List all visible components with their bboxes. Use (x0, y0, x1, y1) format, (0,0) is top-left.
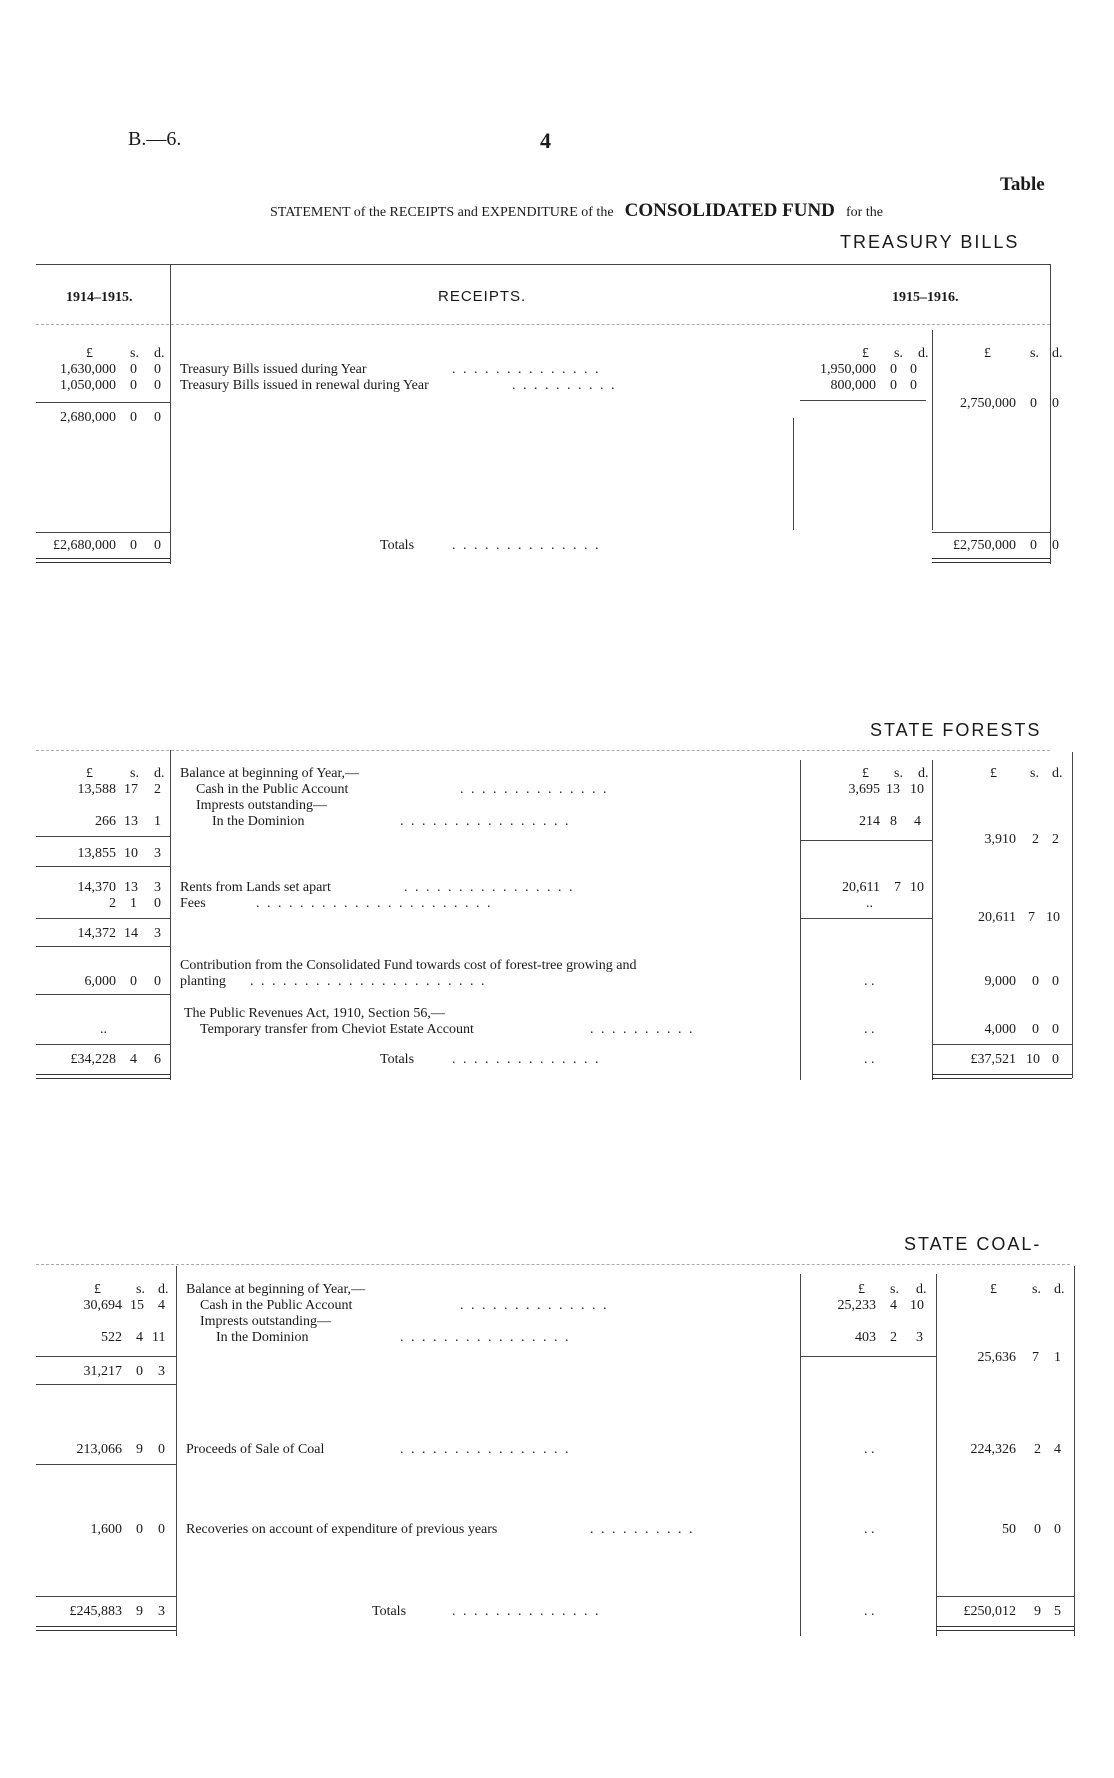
forests-totals-label: Totals (380, 1052, 415, 1067)
coal-right-balance-d: 1 (1054, 1350, 1061, 1365)
forests-left-balance-sub-d: 3 (154, 846, 161, 861)
treasury-left-subtotal-s: 0 (130, 410, 137, 425)
treasury-row2-inner-s: 0 (890, 378, 897, 393)
coal-sale-label: Proceeds of Sale of Coal (186, 1442, 325, 1457)
treasury-row2-inner-pounds: 800,000 (830, 378, 876, 393)
forests-inner-cash-s: 13 (886, 782, 900, 797)
forests-inner-act: . . (864, 1022, 875, 1037)
forests-dominion-label: In the Dominion (212, 814, 305, 829)
coal-left-sale-pounds: 213,066 (76, 1442, 122, 1457)
forests-fees-label: Fees (180, 896, 206, 911)
forests-left-contribution-s: 0 (130, 974, 137, 989)
forests-inner-dominion-pounds: 214 (859, 814, 880, 829)
forests-inner-rents-pounds: 20,611 (842, 880, 880, 895)
unit-shilling: s. (1030, 346, 1039, 361)
dot-leader: . . . . . . . . . . . . . . . . (400, 1330, 571, 1345)
forests-right-balance-s: 2 (1032, 832, 1039, 847)
forests-left-contribution-pounds: 6,000 (84, 974, 116, 989)
treasury-row1-inner-pounds: 1,950,000 (820, 362, 876, 377)
coal-imprests-label: Imprests outstanding— (200, 1314, 332, 1329)
unit-pound: £ (862, 346, 869, 361)
treasury-right-total-pounds: 2,750,000 (960, 396, 1016, 411)
coal-cash-label: Cash in the Public Account (200, 1298, 353, 1313)
coal-left-recoveries-d: 0 (158, 1522, 165, 1537)
forests-act-line2: Temporary transfer from Cheviot Estate Account (200, 1022, 474, 1037)
coal-inner-dominion-s: 2 (890, 1330, 897, 1345)
dot-leader: . . . . . . . . . . (512, 378, 617, 393)
table-label: Table (1000, 174, 1045, 195)
statement-title-fund: CONSOLIDATED FUND (624, 200, 835, 221)
treasury-row1-left-pounds: 1,630,000 (60, 362, 116, 377)
coal-right-balance-s: 7 (1032, 1350, 1039, 1365)
coal-heading: STATE COAL- (904, 1234, 1042, 1254)
dot-leader: . . . . . . . . . . . . . . . . . . . . . . (250, 974, 487, 989)
coal-dominion-label: In the Dominion (216, 1330, 309, 1345)
forests-left-fees-pounds: 2 (109, 896, 116, 911)
coal-left-balance-sub-pounds: 31,217 (83, 1364, 122, 1379)
forests-right-act-s: 0 (1032, 1022, 1039, 1037)
forests-inner-rents-d: 10 (910, 880, 924, 895)
forests-inner-rents-s: 7 (894, 880, 901, 895)
coal-left-dominion-pounds: 522 (101, 1330, 122, 1345)
forests-left-fees-d: 0 (154, 896, 161, 911)
forests-left-rents-pounds: 14,370 (77, 880, 116, 895)
unit-shilling: s. (894, 346, 903, 361)
coal-left-cash-d: 4 (158, 1298, 165, 1313)
forests-left-dominion-pounds: 266 (95, 814, 116, 829)
statement-title-suffix: for the (846, 205, 883, 220)
coal-right-recoveries-pounds: 50 (1002, 1522, 1016, 1537)
page-number: 4 (540, 128, 551, 153)
dot-leader: . . . . . . . . . . . . . . (460, 1298, 609, 1313)
forests-imprests-label: Imprests outstanding— (196, 798, 328, 813)
treasury-row2-left-s: 0 (130, 378, 137, 393)
forests-right-act-d: 0 (1052, 1022, 1059, 1037)
coal-right-total-d: 5 (1054, 1604, 1061, 1619)
coal-right-sale-d: 4 (1054, 1442, 1061, 1457)
forests-inner-contribution: . . (864, 974, 875, 989)
forests-right-act-pounds: 4,000 (984, 1022, 1016, 1037)
unit-shilling: s. (130, 346, 139, 361)
forests-act-line1: The Public Revenues Act, 1910, Section 56,— (184, 1006, 445, 1021)
forests-left-cash-s: 17 (124, 782, 138, 797)
coal-inner-dominion-d: 3 (916, 1330, 923, 1345)
treasury-col-center: RECEIPTS. (438, 288, 527, 305)
coal-left-sale-d: 0 (158, 1442, 165, 1457)
forests-right-contribution-pounds: 9,000 (984, 974, 1016, 989)
treasury-row2-left-d: 0 (154, 378, 161, 393)
coal-left-dominion-d: 11 (152, 1330, 166, 1345)
treasury-left-grand-total-s: 0 (130, 538, 137, 553)
forests-left-rents-s: 13 (124, 880, 138, 895)
forests-left-rents-d: 3 (154, 880, 161, 895)
page-ref: B.—6. (128, 128, 182, 150)
treasury-row1-desc: Treasury Bills issued during Year (180, 362, 367, 377)
coal-right-balance-pounds: 25,636 (977, 1350, 1016, 1365)
treasury-left-subtotal-d: 0 (154, 410, 161, 425)
forests-right-rents-pounds: 20,611 (978, 910, 1016, 925)
coal-right-total-pounds: £250,012 (963, 1604, 1016, 1619)
dot-leader: . . . . . . . . . . . . . . (452, 538, 601, 553)
dot-leader: . . . . . . . . . . . . . . (452, 362, 601, 377)
forests-left-balance-sub-pounds: 13,855 (77, 846, 116, 861)
treasury-row2-inner-d: 0 (910, 378, 917, 393)
forests-left-total-s: 4 (130, 1052, 137, 1067)
dot-leader: . . . . . . . . . . . . . . . . (400, 814, 571, 829)
dot-leader: . . . . . . . . . . (590, 1022, 695, 1037)
forests-right-rents-s: 7 (1028, 910, 1035, 925)
forests-right-contribution-d: 0 (1052, 974, 1059, 989)
coal-right-sale-pounds: 224,326 (970, 1442, 1016, 1457)
forests-left-total-pounds: £34,228 (70, 1052, 116, 1067)
forests-left-dominion-d: 1 (154, 814, 161, 829)
coal-left-cash-pounds: 30,694 (83, 1298, 122, 1313)
coal-left-total-d: 3 (158, 1604, 165, 1619)
treasury-col-right-year: 1915–1916. (892, 290, 959, 305)
coal-left-recoveries-pounds: 1,600 (90, 1522, 122, 1537)
coal-left-balance-sub-d: 3 (158, 1364, 165, 1379)
coal-right-sale-s: 2 (1034, 1442, 1041, 1457)
coal-totals-label: Totals (372, 1604, 407, 1619)
treasury-row1-left-d: 0 (154, 362, 161, 377)
forests-inner-total: . . (864, 1052, 875, 1067)
dot-leader: . . . . . . . . . . . . . . (452, 1604, 601, 1619)
treasury-right-grand-total-d: 0 (1052, 538, 1059, 553)
forests-right-total-d: 0 (1052, 1052, 1059, 1067)
coal-left-balance-sub-s: 0 (136, 1364, 143, 1379)
treasury-totals-label: Totals (380, 538, 415, 553)
forests-left-contribution-d: 0 (154, 974, 161, 989)
treasury-left-subtotal-pounds: 2,680,000 (60, 410, 116, 425)
statement-title-prefix: STATEMENT of the RECEIPTS and EXPENDITURE of the (270, 205, 614, 220)
coal-left-total-s: 9 (136, 1604, 143, 1619)
coal-recoveries-label: Recoveries on account of expenditure of previous years (186, 1522, 498, 1537)
treasury-left-grand-total-d: 0 (154, 538, 161, 553)
coal-left-cash-s: 15 (130, 1298, 144, 1313)
forests-contribution-line2: planting (180, 974, 226, 989)
coal-inner-cash-d: 10 (910, 1298, 924, 1313)
forests-left-balance-sub-s: 10 (124, 846, 138, 861)
forests-inner-cash-d: 10 (910, 782, 924, 797)
treasury-row1-inner-d: 0 (910, 362, 917, 377)
treasury-row1-inner-s: 0 (890, 362, 897, 377)
forests-right-balance-pounds: 3,910 (984, 832, 1016, 847)
dot-leader: . . . . . . . . . . . . . . . . (400, 1442, 571, 1457)
forests-right-balance-d: 2 (1052, 832, 1059, 847)
forests-left-cash-pounds: 13,588 (77, 782, 116, 797)
coal-right-recoveries-d: 0 (1054, 1522, 1061, 1537)
forests-inner-cash-pounds: 3,695 (848, 782, 880, 797)
dot-leader: . . . . . . . . . . . . . . . . (404, 880, 575, 895)
forests-left-rents-sub-pounds: 14,372 (77, 926, 116, 941)
coal-inner-cash-pounds: 25,233 (837, 1298, 876, 1313)
treasury-left-grand-total-pounds: £2,680,000 (53, 538, 116, 553)
coal-right-total-s: 9 (1034, 1604, 1041, 1619)
coal-inner-total: . . (864, 1604, 875, 1619)
forests-left-rents-sub-s: 14 (124, 926, 138, 941)
dot-leader: . . . . . . . . . . . . . . (460, 782, 609, 797)
dot-leader: . . . . . . . . . . (590, 1522, 695, 1537)
coal-inner-dominion-pounds: 403 (855, 1330, 876, 1345)
treasury-heading: TREASURY BILLS (840, 232, 1020, 252)
forests-inner-dominion-s: 8 (890, 814, 897, 829)
forests-rents-label: Rents from Lands set apart (180, 880, 331, 895)
treasury-right-grand-total-pounds: £2,750,000 (953, 538, 1016, 553)
forests-heading: STATE FORESTS (870, 720, 1042, 740)
forests-contribution-line1: Contribution from the Consolidated Fund towards cost of forest-tree growing and (180, 958, 637, 973)
treasury-right-total-s: 0 (1030, 396, 1037, 411)
forests-right-total-s: 10 (1026, 1052, 1040, 1067)
treasury-row2-desc: Treasury Bills issued in renewal during Year (180, 378, 429, 393)
dot-leader: . . . . . . . . . . . . . . . . . . . . . . (256, 896, 493, 911)
coal-inner-cash-s: 4 (890, 1298, 897, 1313)
unit-pound: £ (984, 346, 991, 361)
treasury-row2-left-pounds: 1,050,000 (60, 378, 116, 393)
coal-right-recoveries-s: 0 (1034, 1522, 1041, 1537)
unit-pound: £ (86, 346, 93, 361)
coal-balance-heading: Balance at beginning of Year,— (186, 1282, 366, 1297)
unit-pence: d. (918, 346, 929, 361)
coal-left-dominion-s: 4 (136, 1330, 143, 1345)
treasury-row1-left-s: 0 (130, 362, 137, 377)
forests-balance-heading: Balance at beginning of Year,— (180, 766, 360, 781)
dot-leader: . . . . . . . . . . . . . . (452, 1052, 601, 1067)
statement-title (270, 200, 883, 222)
forests-right-rents-d: 10 (1046, 910, 1060, 925)
forests-right-total-pounds: £37,521 (970, 1052, 1016, 1067)
coal-left-total-pounds: £245,883 (69, 1604, 122, 1619)
coal-left-sale-s: 9 (136, 1442, 143, 1457)
forests-left-cash-d: 2 (154, 782, 161, 797)
treasury-right-total-d: 0 (1052, 396, 1059, 411)
coal-left-recoveries-s: 0 (136, 1522, 143, 1537)
forests-left-dominion-s: 13 (124, 814, 138, 829)
forests-right-contribution-s: 0 (1032, 974, 1039, 989)
forests-inner-fees: .. (866, 896, 873, 911)
treasury-col-left-year: 1914–1915. (66, 290, 133, 305)
forests-left-fees-s: 1 (130, 896, 137, 911)
treasury-right-grand-total-s: 0 (1030, 538, 1037, 553)
unit-pence-right: d. (1052, 346, 1063, 361)
unit-pence: d. (154, 346, 165, 361)
forests-left-act: .. (100, 1022, 107, 1037)
forests-left-total-d: 6 (154, 1052, 161, 1067)
forests-inner-dominion-d: 4 (914, 814, 921, 829)
coal-inner-recoveries: . . (864, 1522, 875, 1537)
coal-inner-sale: . . (864, 1442, 875, 1457)
forests-left-rents-sub-d: 3 (154, 926, 161, 941)
forests-cash-label: Cash in the Public Account (196, 782, 349, 797)
